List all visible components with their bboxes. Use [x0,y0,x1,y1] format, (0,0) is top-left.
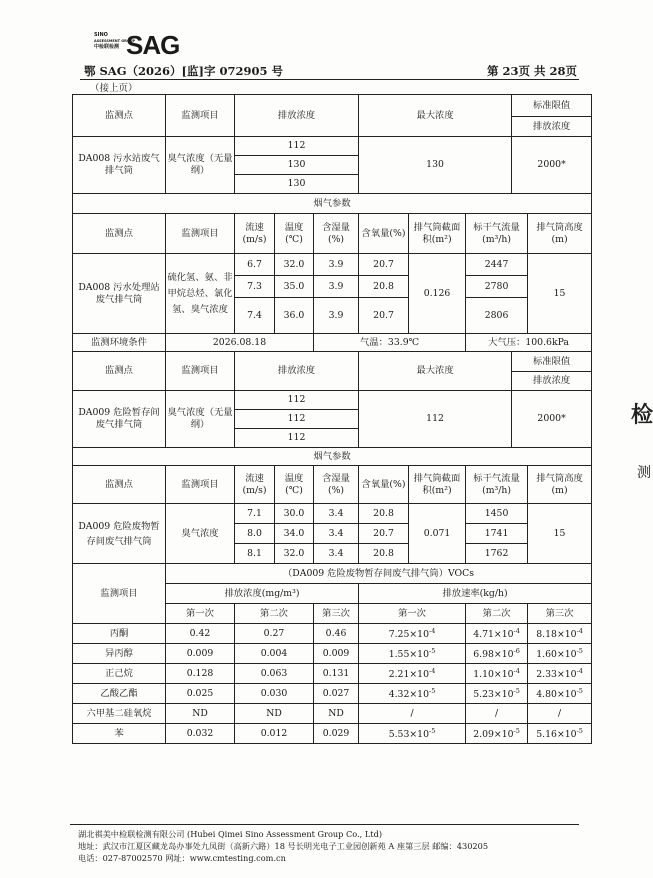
voc-name: 苯 [73,724,166,744]
conc-value: 112 [235,137,359,156]
rate-times-ten: ×10 [493,649,514,661]
rate-mantissa: / [558,707,562,719]
sh-std: 标干气流量(m³/h) [466,214,528,254]
sh-item: 监测项目 [166,466,235,504]
rate-run-1 [359,644,466,664]
logo-line: SINO [94,32,108,38]
stack-height: 15 [528,504,592,564]
run-2: 第二次 [235,604,314,624]
rate-times-ten: ×10 [409,649,430,661]
h-limit-sub: 排放浓度 [512,372,592,391]
flow: 8.1 [235,544,275,564]
vocs-rate-header: 排放速率(kg/h) [359,584,592,604]
rate-mantissa: 7.25 [388,629,410,641]
env-pressure: 大气压：100.6kPa [466,334,592,352]
sh-area: 排气筒截面积(m²) [409,214,466,254]
h-item: 监测项目 [166,95,235,137]
limit-value: 2000* [512,137,592,194]
sh-flow: 流速(m/s) [235,214,275,254]
rate-exponent: -4 [513,667,520,676]
rate-mantissa: 5.23 [473,689,494,701]
hum: 3.4 [314,504,359,524]
rate-mantissa: 6.98 [473,649,494,661]
voc-name: 乙酸乙酯 [73,684,166,704]
rate-times-ten: ×10 [556,729,577,741]
conc-run-1: 0.009 [166,644,235,664]
rate-exponent: -4 [429,667,436,676]
footer-contact: 电话：027-87002570 网址：www.cmtesting.com.cn [78,853,286,863]
rate-mantissa: 4.71 [473,629,494,641]
run-3: 第三次 [314,604,359,624]
rate-mantissa: 5.16 [536,729,557,741]
temp: 30.0 [275,504,314,524]
sh-flow: 流速(m/s) [235,466,275,504]
rate-run-2 [466,704,528,724]
sh-hum: 含湿量(%) [314,214,359,254]
env-date: 2026.08.18 [166,334,314,352]
rate-run-3 [528,664,592,684]
smoke-item-da008: 硫化氢、氨、非甲烷总烃、氯化氢、臭气浓度 [166,254,235,334]
logo-line: 中检联检测 [94,44,120,50]
h-limit: 标准限值 [512,95,592,117]
item-odor: 臭气浓度（无量纲） [166,391,235,448]
conc-run-3: 0.029 [314,724,359,744]
rate-exponent: -4 [429,627,436,636]
rate-exponent: -5 [576,647,583,656]
max-value: 112 [359,391,512,448]
rate-run-2 [466,724,528,744]
rate-mantissa: / [410,707,414,719]
conc-value: 112 [235,429,359,448]
rate-mantissa: 8.18 [536,629,557,641]
env-label: 监测环境条件 [73,334,166,352]
run-2: 第二次 [466,604,528,624]
vocs-rows [73,624,592,744]
rate-run-1 [359,724,466,744]
rate-times-ten: ×10 [556,649,577,661]
rate-times-ten: ×10 [493,729,514,741]
rate-times-ten: ×10 [409,689,430,701]
flow: 8.0 [235,524,275,544]
conc-value: 112 [235,391,359,410]
rate-mantissa: 4.32 [388,689,410,701]
vocs-title: （DA009 危险废物暂存间废气排气筒）VOCs [166,564,592,584]
vocs-row [73,664,592,684]
rate-run-3 [528,704,592,724]
point-da009: DA009 危险暂存间废气排气筒 [73,391,166,448]
smoke-item-da009: 臭气浓度 [166,504,235,564]
rate-times-ten: ×10 [556,629,577,641]
rate-run-1 [359,684,466,704]
flow: 6.7 [235,254,275,276]
conc-value: 112 [235,410,359,429]
oxy: 20.7 [359,298,409,334]
conc-value: 130 [235,156,359,175]
conc-run-3: 0.009 [314,644,359,664]
conc-run-2: 0.004 [235,644,314,664]
smoke-title: 烟气参数 [73,448,592,466]
conc-run-1: 0.025 [166,684,235,704]
rate-run-2 [466,624,528,644]
vocs-row [73,684,592,704]
rate-exponent: -5 [429,727,436,736]
conc-run-1: 0.032 [166,724,235,744]
hum: 3.9 [314,298,359,334]
rate-times-ten: ×10 [493,689,514,701]
h-point: 监测点 [73,95,166,137]
conc-run-1: ND [166,704,235,724]
rate-mantissa: 2.33 [536,669,557,681]
std-flow: 1741 [466,524,528,544]
conc-run-2: 0.27 [235,624,314,644]
rate-mantissa: 2.21 [388,669,410,681]
std-flow: 2780 [466,276,528,298]
rate-times-ten: ×10 [409,669,430,681]
rate-times-ten: ×10 [556,689,577,701]
std-flow: 2447 [466,254,528,276]
rate-times-ten: ×10 [493,669,514,681]
conc-run-1: 0.42 [166,624,235,644]
report-number: 鄂 SAG（2026）[监]字 072905 号 [84,64,283,78]
conc-run-2: 0.063 [235,664,314,684]
oxy: 20.7 [359,524,409,544]
rate-run-3 [528,724,592,744]
rate-run-1 [359,664,466,684]
rate-run-2 [466,644,528,664]
rate-mantissa: 4.80 [536,689,557,701]
sh-point: 监测点 [73,214,166,254]
footer-company: 湖北祺美中检联检测有限公司 (Hubei Qimei Sino Assessment Group Co., Ltd) [78,829,383,839]
hum: 3.9 [314,276,359,298]
rate-exponent: -4 [513,627,520,636]
h-item: 监测项目 [166,352,235,391]
rate-run-1 [359,704,466,724]
rate-exponent: -6 [513,647,520,656]
temp: 32.0 [275,254,314,276]
stack-height: 15 [528,254,592,334]
conc-run-2: 0.030 [235,684,314,704]
conc-run-1: 0.128 [166,664,235,684]
temp: 34.0 [275,524,314,544]
h-limit: 标准限值 [512,352,592,372]
rate-exponent: -5 [576,727,583,736]
temp: 35.0 [275,276,314,298]
rate-mantissa: 1.55 [388,649,410,661]
voc-name: 正己烷 [73,664,166,684]
rate-run-3 [528,684,592,704]
smoke-point-da009: DA009 危险废物暂存间废气排气筒 [73,504,166,564]
rate-times-ten: ×10 [409,629,430,641]
sh-temp: 温度(℃) [275,466,314,504]
sh-oxy: 含氧量(%) [359,466,409,504]
footer-rule [70,824,579,825]
rate-exponent: -5 [513,687,520,696]
rate-exponent: -4 [576,627,583,636]
vocs-item-header: 监测项目 [73,564,166,624]
std-flow: 2806 [466,298,528,334]
run-1: 第一次 [166,604,235,624]
company-logo [94,32,184,64]
conc-run-3: 0.46 [314,624,359,644]
rate-exponent: -4 [576,667,583,676]
oxy: 20.8 [359,276,409,298]
rate-times-ten: ×10 [493,629,514,641]
oxy: 20.8 [359,544,409,564]
sh-height: 排气筒高度(m) [528,214,592,254]
std-flow: 1450 [466,504,528,524]
vocs-row [73,724,592,744]
area: 0.126 [409,254,466,334]
rate-exponent: -5 [429,647,436,656]
env-temp: 气温：33.9℃ [314,334,466,352]
vocs-row [73,704,592,724]
rate-mantissa: 2.09 [473,729,494,741]
rate-exponent: -5 [576,687,583,696]
edge-mark: 检 [631,402,653,428]
rate-run-3 [528,644,592,664]
h-conc: 排放浓度 [235,352,359,391]
edge-mark: 测 [637,465,651,481]
h-max: 最大浓度 [359,352,512,391]
voc-name: 六甲基二硅氧烷 [73,704,166,724]
footer [78,828,488,864]
conc-run-2: ND [235,704,314,724]
monitoring-table [72,94,592,744]
sh-std: 标干气流量(m³/h) [466,466,528,504]
rate-run-3 [528,624,592,644]
h-conc: 排放浓度 [235,95,359,137]
smoke-title: 烟气参数 [73,194,592,214]
rate-exponent: -5 [429,687,436,696]
voc-name: 异丙醇 [73,644,166,664]
rate-mantissa: / [494,707,499,719]
sh-temp: 温度(℃) [275,214,314,254]
run-3: 第三次 [528,604,592,624]
h-point: 监测点 [73,352,166,391]
run-1: 第一次 [359,604,466,624]
h-max: 最大浓度 [359,95,512,137]
hum: 3.4 [314,524,359,544]
logo-sag: SAG [126,30,180,60]
rate-mantissa: 5.53 [388,729,410,741]
footer-address: 地址：武汉市江夏区藏龙岛办事处九凤街（高新六路）18 号长明光电子工业园创新苑 A 座第三层 邮编：430205 [78,841,489,851]
limit-value: 2000* [512,391,592,448]
oxy: 20.8 [359,504,409,524]
rate-run-1 [359,624,466,644]
rate-exponent: -5 [513,727,520,736]
voc-name: 丙酮 [73,624,166,644]
hum: 3.9 [314,254,359,276]
temp: 36.0 [275,298,314,334]
continued-note: （接上页） [90,83,138,94]
rate-run-2 [466,684,528,704]
sh-height: 排气筒高度(m) [528,466,592,504]
conc-run-3: ND [314,704,359,724]
rate-times-ten: ×10 [556,669,577,681]
point-da008: DA008 污水站废气排气筒 [73,137,166,194]
rate-run-2 [466,664,528,684]
vocs-row [73,624,592,644]
max-value: 130 [359,137,512,194]
area: 0.071 [409,504,466,564]
logo-line: ASSESSMENT GROUP [94,39,136,43]
page-info: 第 23页 共 28页 [486,64,577,78]
vocs-conc-header: 排放浓度(mg/m³) [166,584,359,604]
rate-mantissa: 1.60 [536,649,557,661]
header-rule [80,79,579,80]
conc-run-3: 0.027 [314,684,359,704]
flow: 7.4 [235,298,275,334]
sh-point: 监测点 [73,466,166,504]
rate-mantissa: 1.10 [473,669,494,681]
sh-item: 监测项目 [166,214,235,254]
rate-times-ten: ×10 [409,729,430,741]
oxy: 20.7 [359,254,409,276]
item-odor: 臭气浓度（无量纲） [166,137,235,194]
sh-hum: 含湿量(%) [314,466,359,504]
conc-value: 130 [235,175,359,194]
flow: 7.3 [235,276,275,298]
hum: 3.4 [314,544,359,564]
h-limit-sub: 排放浓度 [512,117,592,137]
sh-oxy: 含氧量(%) [359,214,409,254]
conc-run-3: 0.131 [314,664,359,684]
temp: 32.0 [275,544,314,564]
vocs-row [73,644,592,664]
std-flow: 1762 [466,544,528,564]
sh-area: 排气筒截面积(m²) [409,466,466,504]
flow: 7.1 [235,504,275,524]
smoke-point-da008: DA008 污水处理站废气排气筒 [73,254,166,334]
conc-run-2: 0.012 [235,724,314,744]
